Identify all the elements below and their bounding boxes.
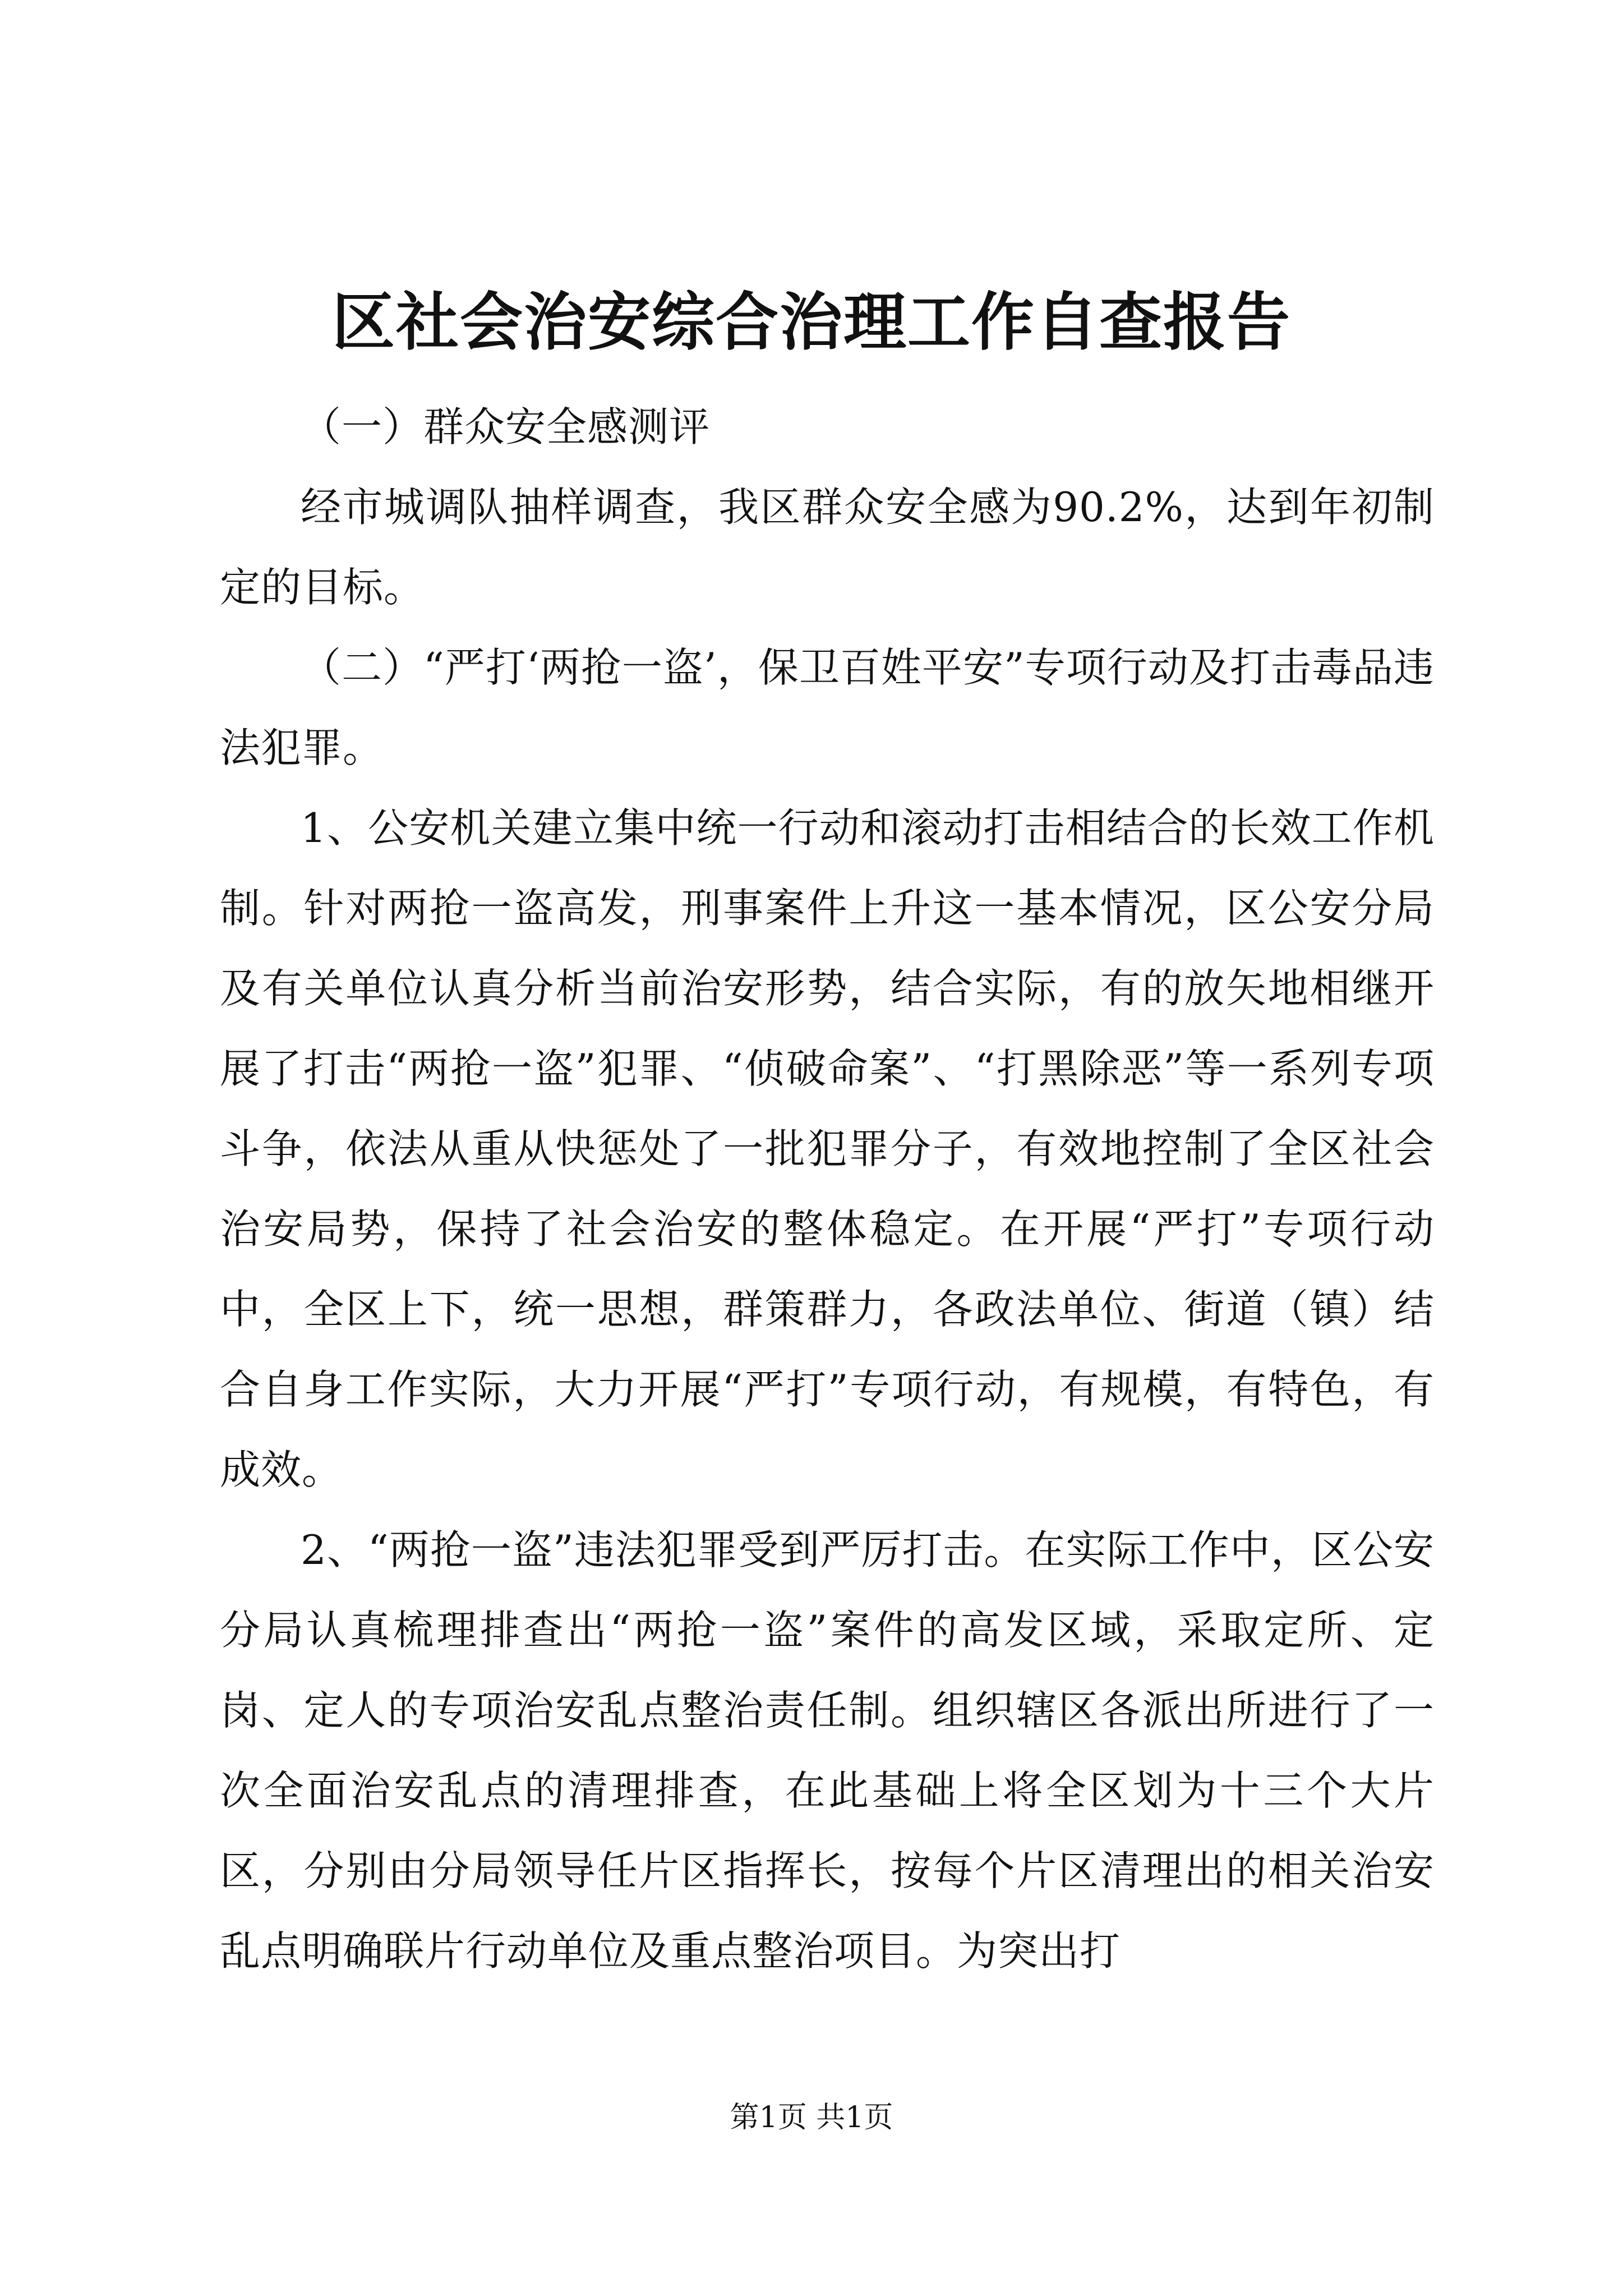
document-body [220,387,1435,1991]
page-footer: 第1页 共1页 [730,2101,893,2134]
section-heading-1: （一）群众安全感测评 [301,403,711,450]
section-heading-2: （二）“严打‘两抢一盗’，保卫百姓平安”专项行动及打击毒品违法犯罪。 [220,644,1435,771]
paragraph-2: 1、公安机关建立集中统一行动和滚动打击相结合的长效工作机制。针对两抢一盗高发，刑事案件上升这一基本情况，区公安分局及有关单位认真分析当前治安形势，结合实际，有的放矢地相继开展了打击“两抢一盗”犯罪、“侦破命案”、“打黑除恶”等一系列专项斗争，依法从重从快惩处了一批犯罪分子，有效地控制了全区社会治安局势，保持了社会治安的整体稳定。在开展“严打”专项行动中，全区上下，统一思想，群策群力，各政法单位、街道（镇）结合自身工作实际，大力开展“严打”专项行动，有规模，有特色，有成效。 [220,804,1435,1493]
paragraph-3: 2、“两抢一盗”违法犯罪受到严厉打击。在实际工作中，区公安分局认真梳理排查出“两抢一盗”案件的高发区域，采取定所、定岗、定人的专项治安乱点整治责任制。组织辖区各派出所进行了一次全面治安乱点的清理排查，在此基础上将全区划为十三个大片区，分别由分局领导任片区指挥长，按每个片区清理出的相关治安乱点明确联片行动单位及重点整治项目。为突出打 [220,1526,1435,1975]
paragraph-1: 经市城调队抽样调查，我区群众安全感为90.2%，达到年初制定的目标。 [220,484,1435,611]
document-title: 区社会治安综合治理工作自查报告 [332,286,1291,359]
